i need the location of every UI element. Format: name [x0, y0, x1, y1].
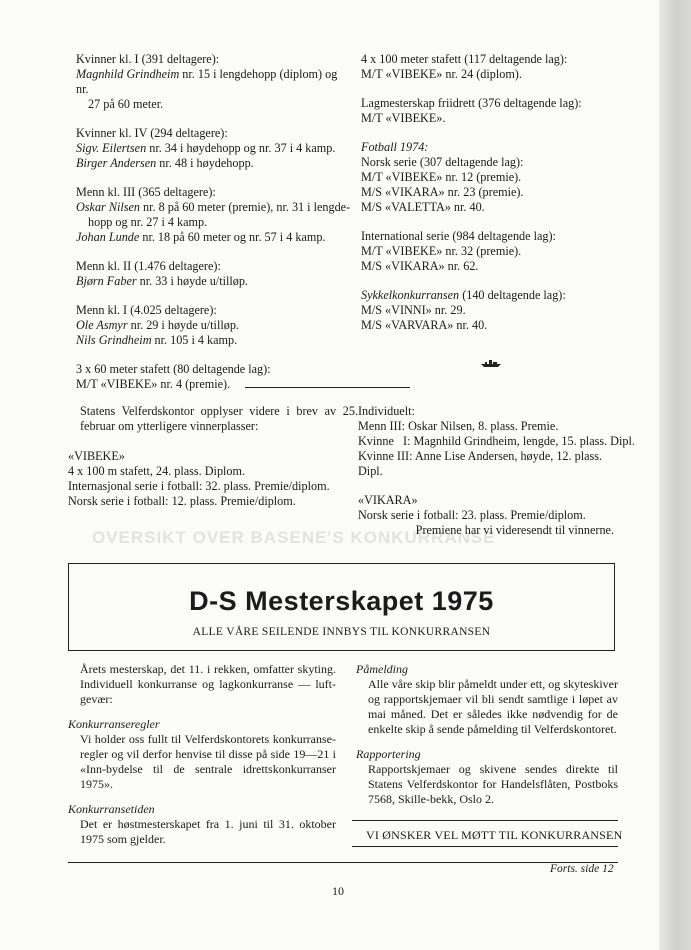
article-intro: Årets mesterskap, det 11. i rekken, omfatter skyting. Individuell konkurranse og lagkonkurranse — luft-gevær:	[80, 662, 336, 706]
result-line	[76, 141, 352, 156]
page-edge-shadow	[659, 0, 691, 950]
result-line: M/S «VIKARA» nr. 62.	[361, 259, 479, 273]
participant-name: Ole Asmyr	[76, 318, 128, 332]
result-group-header: Kvinner kl. IV (294 deltagere):	[76, 126, 228, 140]
result-line	[76, 377, 352, 392]
result-text: nr. 48 i høydehopp.	[156, 156, 254, 170]
slogan-bottom-rule	[352, 846, 618, 847]
result-group-header	[361, 140, 611, 155]
section-text: Det er høstmesterskapet fra 1. juni til 31. oktober 1975 som gjelder.	[80, 817, 336, 846]
result-group-header: Menn kl. II (1.476 deltagere):	[76, 259, 221, 273]
result-line: M/S «VIKARA» nr. 23 (premie).	[361, 185, 524, 199]
result-group-header: Kvinner kl. I (391 deltagere):	[76, 52, 220, 66]
result-group-title: Fotball 1974:	[361, 140, 429, 154]
result-line: M/S «VALETTA» nr. 40.	[361, 200, 485, 214]
participant-name: Oskar Nilsen	[76, 200, 140, 214]
result-group	[76, 259, 352, 289]
slogan-top-rule	[352, 820, 618, 821]
section-text: Alle våre skip blir påmeldt under ett, og skyteskiver og rapportskjemaer vil bli sendt samtlige i løpet av mai måned. Det er således ikke nødvendig for de enkelte skip å sende påmelding til Velferdskontoret.	[368, 677, 618, 736]
result-text: nr. 8 på 60 meter (premie), nr. 31 i lengde-	[139, 200, 351, 214]
vibeke-line: Internasjonal serie i fotball: 32. plass. Premie/diplom.	[68, 479, 330, 493]
spacer	[358, 479, 620, 493]
section-heading: Konkurranseregler	[68, 717, 160, 731]
section-heading: Konkurransetiden	[68, 802, 155, 816]
continued-note: Forts. side 12	[550, 863, 614, 875]
results-left-column	[76, 52, 352, 406]
vibeke-line: 4 x 100 m stafett, 24. plass. Diplom.	[68, 464, 246, 478]
participant-name: Nils Grindheim	[76, 333, 152, 347]
result-group	[361, 96, 611, 126]
result-line	[76, 156, 352, 171]
section-text: Vi holder oss fullt til Velferdskontorets konkurranse-regler og vil derfor henvise til disse på side 19—21 i «Inn-bydelse til de sentrale idrettskonkurranser 1975».	[80, 732, 336, 791]
result-text: nr. 29 i høyde u/tilløp.	[127, 318, 239, 332]
vikara-title: «VIKARA»	[358, 493, 418, 507]
section-divider	[245, 387, 410, 388]
section-text: Rapportskjemaer og skivene sendes direkte til Statens Velferdskontor for Handelsflåten, Postboks 7568, Skille-bekk, Oslo 2.	[368, 762, 618, 806]
result-line: M/T «VIBEKE» nr. 24 (diplom).	[361, 67, 522, 81]
result-group-title: Sykkelkonkurransen	[361, 288, 460, 302]
closing-note: Premiene har vi videresendt til vinnerne.	[415, 523, 614, 537]
result-group	[361, 52, 611, 82]
result-line	[76, 274, 352, 289]
participant-name: Sigv. Eilertsen	[76, 141, 147, 155]
section-heading: Påmelding	[356, 662, 408, 676]
individuelt-line: Menn III: Oskar Nilsen, 8. plass. Premie.	[358, 419, 559, 433]
participant-name: Johan Lunde	[76, 230, 140, 244]
banner-subtitle: ALLE VÅRE SEILENDE INNBYS TIL KONKURRANSEN	[192, 626, 491, 638]
result-line: M/S «VINNI» nr. 29.	[361, 303, 466, 317]
banner-title: D-S Mesterskapet 1975	[189, 586, 494, 616]
result-line: M/S «VARVARA» nr. 40.	[361, 318, 488, 332]
result-line	[76, 318, 352, 333]
slogan: VI ØNSKER VEL MØTT TIL KONKURRANSEN	[366, 828, 623, 842]
participant-name: Bjørn Faber	[76, 274, 137, 288]
result-text: 27 på 60 meter.	[88, 97, 164, 111]
vibeke-line: Norsk serie i fotball: 12. plass. Premie/diplom.	[68, 494, 296, 508]
result-group	[361, 229, 611, 274]
article-left-column	[68, 662, 336, 847]
participant-name: Magnhild Grindheim	[76, 67, 180, 81]
result-text: nr. 105 i 4 kamp.	[151, 333, 238, 347]
vikara-line: Norsk serie i fotball: 23. plass. Premie/diplom.	[358, 508, 586, 522]
result-text: nr. 33 i høyde u/tilløp.	[136, 274, 248, 288]
result-group	[76, 303, 352, 348]
result-group	[76, 126, 352, 171]
result-text: hopp og nr. 27 i 4 kamp.	[88, 215, 208, 229]
result-group-header: 3 x 60 meter stafett (80 deltagende lag):	[76, 362, 271, 376]
result-line: M/T «VIBEKE».	[361, 111, 446, 125]
result-group-title-rest: (140 deltagende lag):	[459, 288, 566, 302]
result-line: M/T «VIBEKE» nr. 12 (premie).	[361, 170, 522, 184]
result-group	[76, 185, 352, 245]
championship-banner	[68, 563, 615, 651]
result-line: Norsk serie (307 deltagende lag):	[361, 155, 524, 169]
result-group-title: 4 x 100 meter stafett (117 deltagende lag):	[361, 52, 568, 66]
individuelt-title: Individuelt:	[358, 404, 415, 418]
individuelt-line: Kvinne III: Anne Lise Andersen, høyde, 12. plass. Dipl.	[358, 449, 603, 478]
result-group-title: International serie (984 deltagende lag):	[361, 229, 556, 243]
section-heading: Rapportering	[356, 747, 421, 761]
participant-name: Birger Andersen	[76, 156, 157, 170]
result-line	[76, 333, 352, 348]
statens-right	[358, 404, 635, 538]
individuelt-line: Kvinne I: Magnhild Grindheim, lengde, 15. plass. Dipl.	[358, 434, 635, 448]
result-text: M/T «VIBEKE» nr. 4 (premie).	[76, 377, 231, 391]
footer-rule	[68, 862, 618, 863]
statens-left	[68, 404, 358, 509]
result-text: nr. 15 i lengdehopp (diplom) og nr.	[76, 67, 338, 96]
result-group	[361, 288, 611, 333]
result-text: nr. 34 i høydehopp og nr. 37 i 4 kamp.	[146, 141, 336, 155]
result-group-header: Menn kl. I (4.025 deltagere):	[76, 303, 217, 317]
result-text: nr. 18 på 60 meter og nr. 57 i 4 kamp.	[139, 230, 326, 244]
result-group-header	[361, 52, 611, 67]
result-line	[76, 230, 352, 245]
result-group	[76, 52, 352, 112]
vibeke-title: «VIBEKE»	[68, 449, 125, 463]
results-right-column	[361, 52, 611, 347]
result-line	[76, 200, 352, 215]
statens-intro: Statens Velferdskontor opplyser videre i brev av 25. februar om ytterligere vinnerplasser:	[80, 404, 358, 433]
result-line	[76, 67, 352, 97]
bleed-through-text: OVERSIKT OVER BASENE'S KONKURRANSE	[92, 528, 496, 547]
result-line: M/T «VIBEKE» nr. 32 (premie).	[361, 244, 522, 258]
result-group-title: Lagmesterskap friidrett (376 deltagende lag):	[361, 96, 582, 110]
result-group-header	[361, 96, 611, 111]
result-line	[76, 97, 352, 112]
ship-icon	[480, 356, 502, 368]
result-line	[76, 215, 352, 230]
result-group-header: Menn kl. III (365 deltagere):	[76, 185, 216, 199]
result-group-header	[361, 288, 611, 303]
result-group-header	[361, 229, 611, 244]
article-right-column	[356, 662, 618, 807]
result-group	[361, 140, 611, 215]
page-number: 10	[332, 884, 344, 898]
